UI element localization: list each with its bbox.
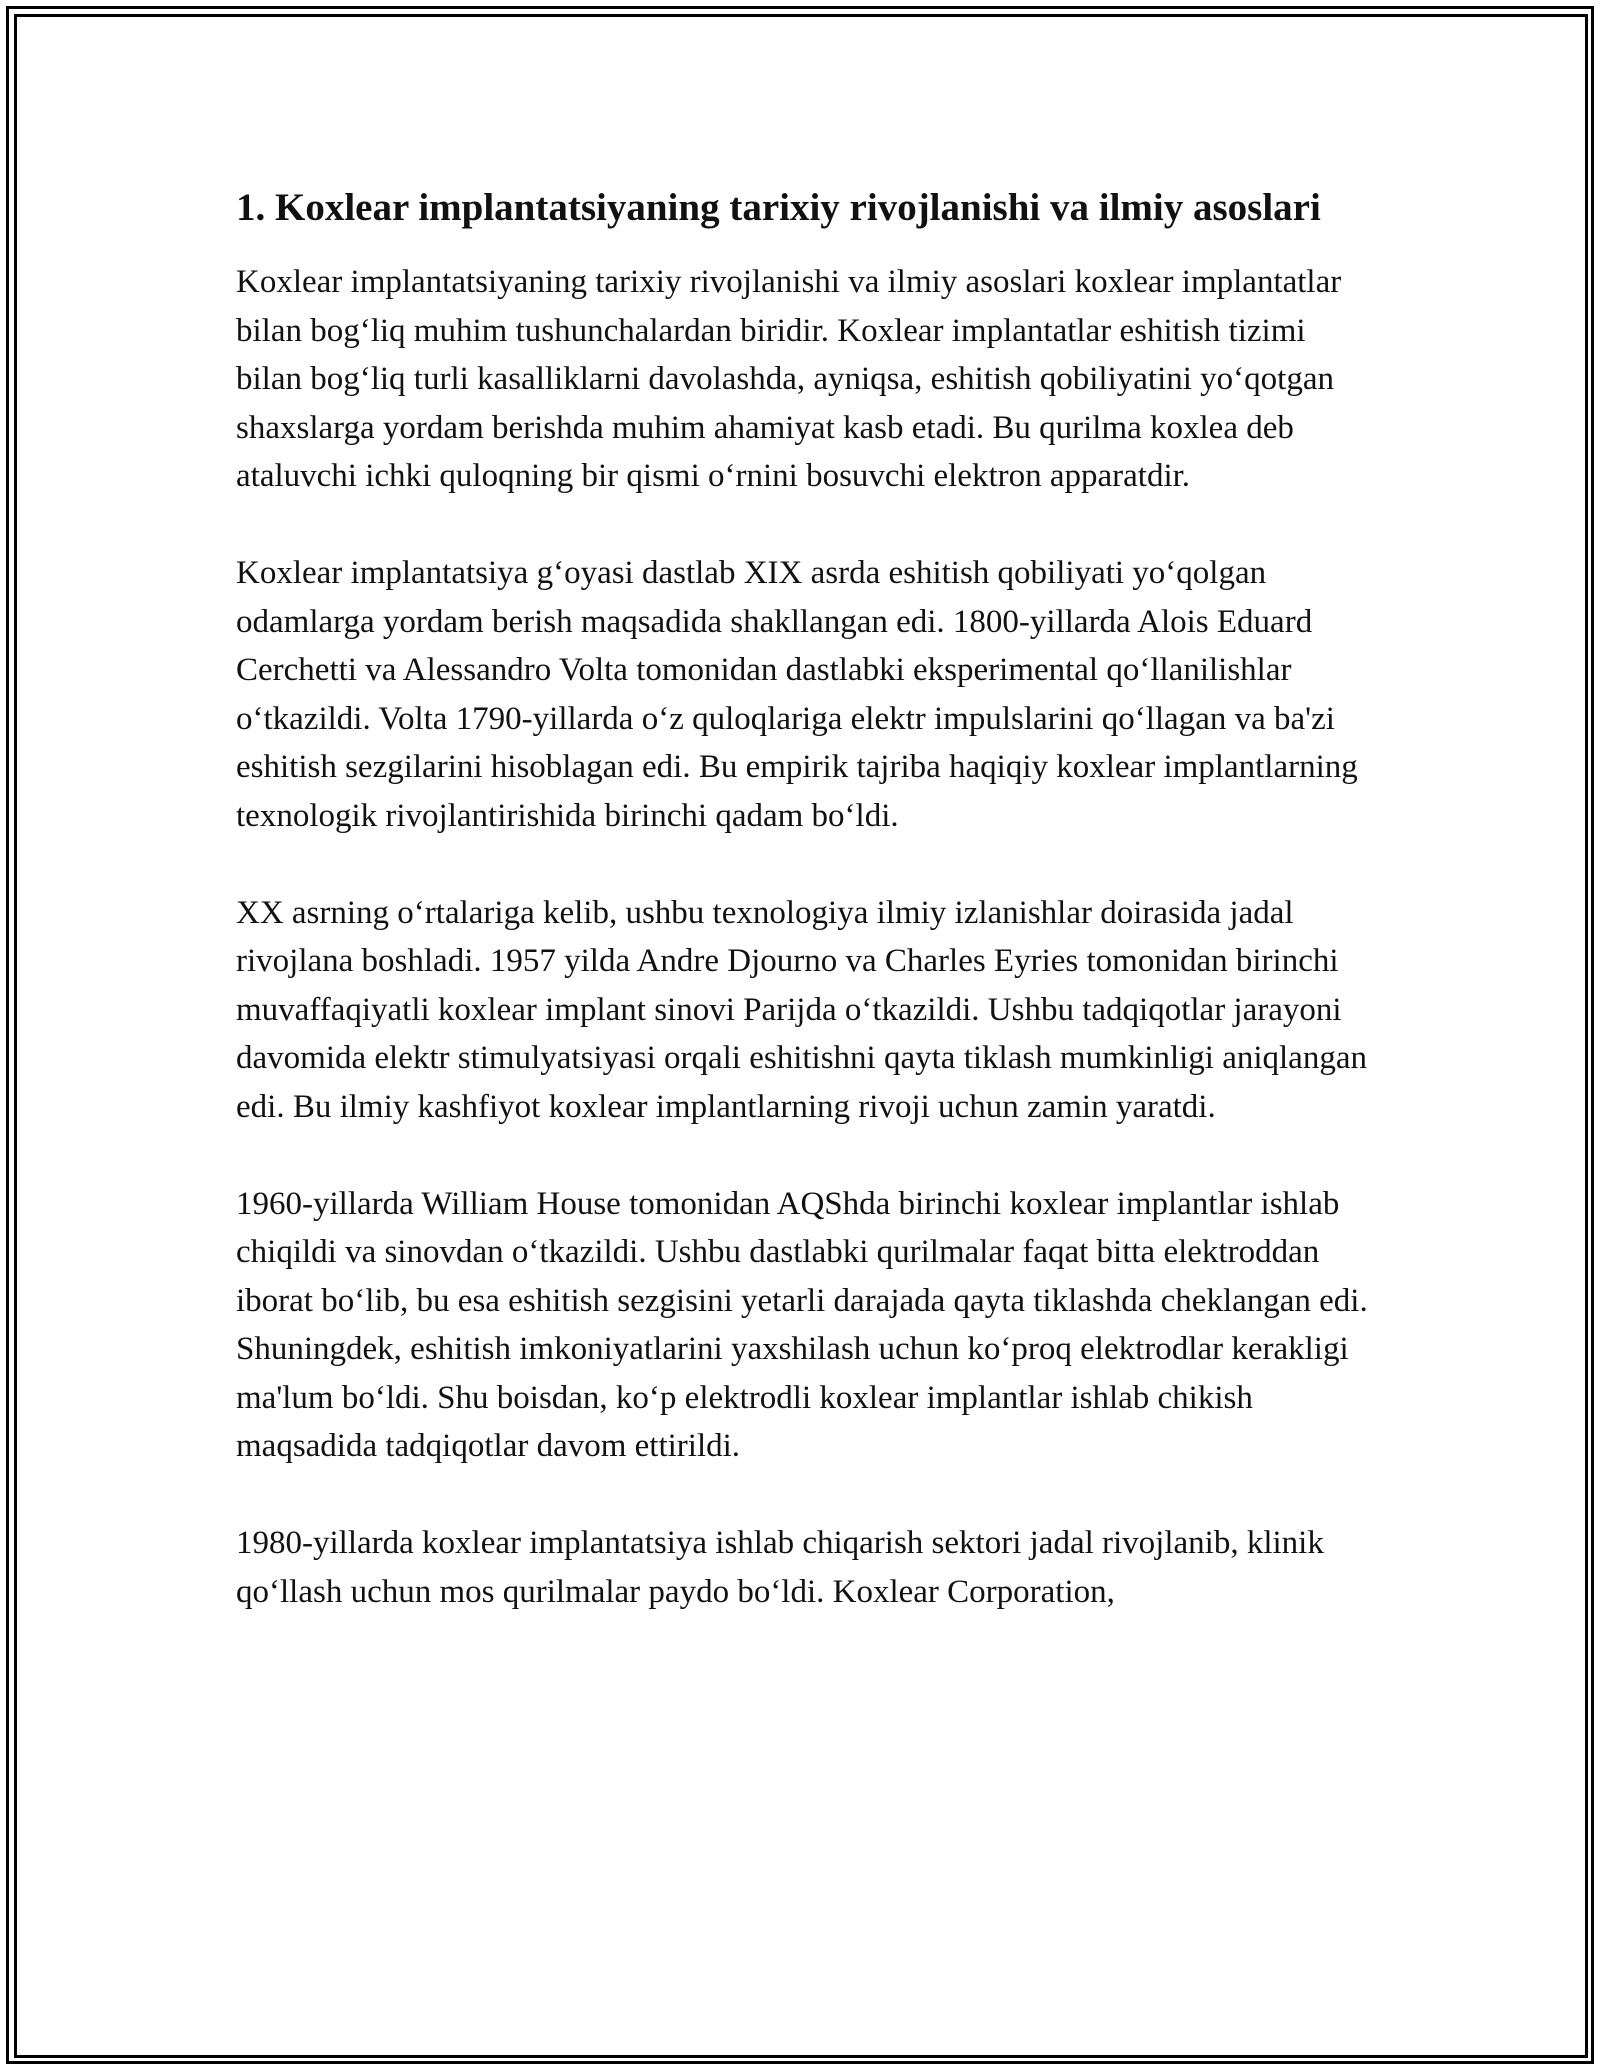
paragraph-xix-century: Koxlear implantatsiya g‘oyasi dastlab XIX asrda eshitish qobiliyati yo‘qolgan odamlarga yordam berish maqsadida shakllangan edi. 1800-yillarda Alois Eduard Cerchetti va Alessandro Volta tomonidan dastlabki eksperimental qo‘llanilishlar o‘tkazildi. Volta 1790-yillarda o‘z quloqlariga elektr impulslarini qo‘llagan va ba'zi eshitish sezgilarini hisoblagan edi. Bu empirik tajriba haqiqiy koxlear implantlarning texnologik rivojlantirishida birinchi qadam bo‘ldi. [236,555,1358,834]
section-heading: 1. Koxlear implantatsiyaning tarixiy rivojlanishi va ilmiy asoslari [236,186,1321,229]
paragraph-1960s: 1960-yillarda William House tomonidan AQShda birinchi koxlear implantlar ishlab chiqildi va sinovdan o‘tkazildi. Ushbu dastlabki qurilmalar faqat bitta elektroddan iborat bo‘lib, bu esa eshitish sezgisini yetarli darajada qayta tiklashda cheklangan edi. Shuningdek, eshitish imkoniyatlarini yaxshilash uchun ko‘proq elektrodlar kerakligi ma'lum bo‘ldi. Shu boisdan, ko‘p elektrodli koxlear implantlar ishlab chikish maqsadida tadqiqotlar davom ettirildi. [236,1185,1368,1464]
paragraph-xx-century: XX asrning o‘rtalariga kelib, ushbu texnologiya ilmiy izlanishlar doirasida jadal rivojlana boshladi. 1957 yilda Andre Djourno va Charles Eyries tomonidan birinchi muvaffaqiyatli koxlear implant sinovi Parijda o‘tkazildi. Ushbu tadqiqotlar jarayoni davomida elektr stimulyatsiyasi orqali eshitishni qayta tiklash mumkinligi aniqlangan edi. Bu ilmiy kashfiyot koxlear implantlarning rivoji uchun zamin yaratdi. [236,894,1367,1125]
document-body [236,180,1376,1665]
paragraph-intro: Koxlear implantatsiyaning tarixiy rivojlanishi va ilmiy asoslari koxlear implantatlar bilan bog‘liq muhim tushunchalardan biridir. Koxlear implantatlar eshitish tizimi bilan bog‘liq turli kasalliklarni davolashda, ayniqsa, eshitish qobiliyatini yo‘qotgan shaxslarga yordam berishda muhim ahamiyat kasb etadi. Bu qurilma koxlea deb ataluvchi ichki quloqning bir qismi o‘rnini bosuvchi elektron apparatdir. [236,264,1342,494]
paragraph-1980s: 1980-yillarda koxlear implantatsiya ishlab chiqarish sektori jadal rivojlanib, klinik qo‘llash uchun mos qurilmalar paydo bo‘ldi. Koxlear Corporation, [236,1525,1324,1610]
